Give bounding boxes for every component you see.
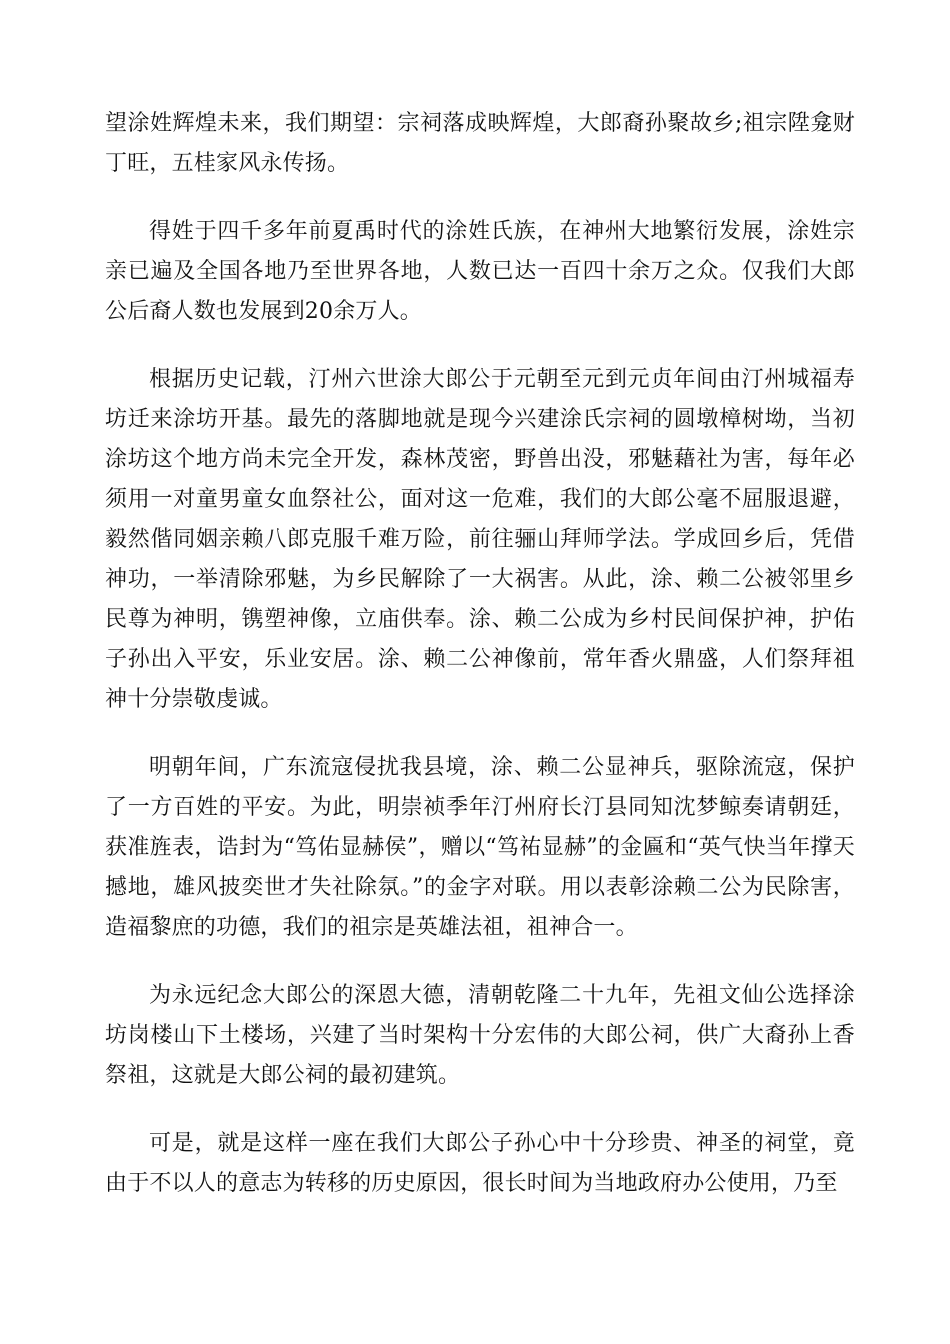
paragraph-2: 得姓于四千多年前夏禹时代的涂姓氏族，在神州大地繁衍发展，涂姓宗亲已遍及全国各地乃至世界各地，人数已达一百四十余万之众。仅我们大郎公后裔人数也发展到20余万人。 — [105, 219, 855, 324]
paragraph-3: 根据历史记载，汀州六世涂大郎公于元朝至元到元贞年间由汀州城福寿坊迁来涂坊开基。最先的落脚地就是现今兴建涂氏宗祠的圆墩樟树坳，当初涂坊这个地方尚未完全开发，森林茂密，野兽出没，邪魅藉社为害，每年必须用一对童男童女血祭社公，面对这一危难，我们的大郎公毫不屈服退避，毅然偕同姻亲赖八郎克服千难万险，前往骊山拜师学法。学成回乡后，凭借神功，一举清除邪魅，为乡民解除了一大祸害。从此，涂、赖二公被邻里乡民尊为神明，镌塑神像，立庙供奉。涂、赖二公成为乡村民间保护神，护佑子孙出入平安，乐业安居。涂、赖二公神像前，常年香火鼎盛，人们祭拜祖神十分崇敬虔诚。 — [105, 367, 855, 712]
paragraph-4: 明朝年间，广东流寇侵扰我县境，涂、赖二公显神兵，驱除流寇，保护了一方百姓的平安。为此，明崇祯季年汀州府长汀县同知沈梦鲸奏请朝廷，获准旌表，诰封为“笃佑显赫侯”，赠以“笃祐显赫”的金匾和“英气快当年撑天撼地，雄风披奕世才失社除氛。”的金字对联。用以表彰涂赖二公为民除害，造福黎庶的功德，我们的祖宗是英雄法祖，祖神合一。 — [105, 755, 855, 940]
paragraph-6: 可是，就是这样一座在我们大郎公子孙心中十分珍贵、神圣的祠堂，竟由于不以人的意志为转移的历史原因，很长时间为当地政府办公使用，乃至 — [105, 1131, 855, 1196]
document-body — [105, 104, 855, 1232]
paragraph-5: 为永远纪念大郎公的深恩大德，清朝乾隆二十九年，先祖文仙公选择涂坊岗楼山下土楼场，兴建了当时架构十分宏伟的大郎公祠，供广大裔孙上香祭祖，这就是大郎公祠的最初建筑。 — [105, 983, 855, 1088]
paragraph-1: 望涂姓辉煌未来，我们期望：宗祠落成映辉煌，大郎裔孙聚故乡;祖宗陞龛财丁旺，五桂家风永传扬。 — [105, 111, 855, 176]
